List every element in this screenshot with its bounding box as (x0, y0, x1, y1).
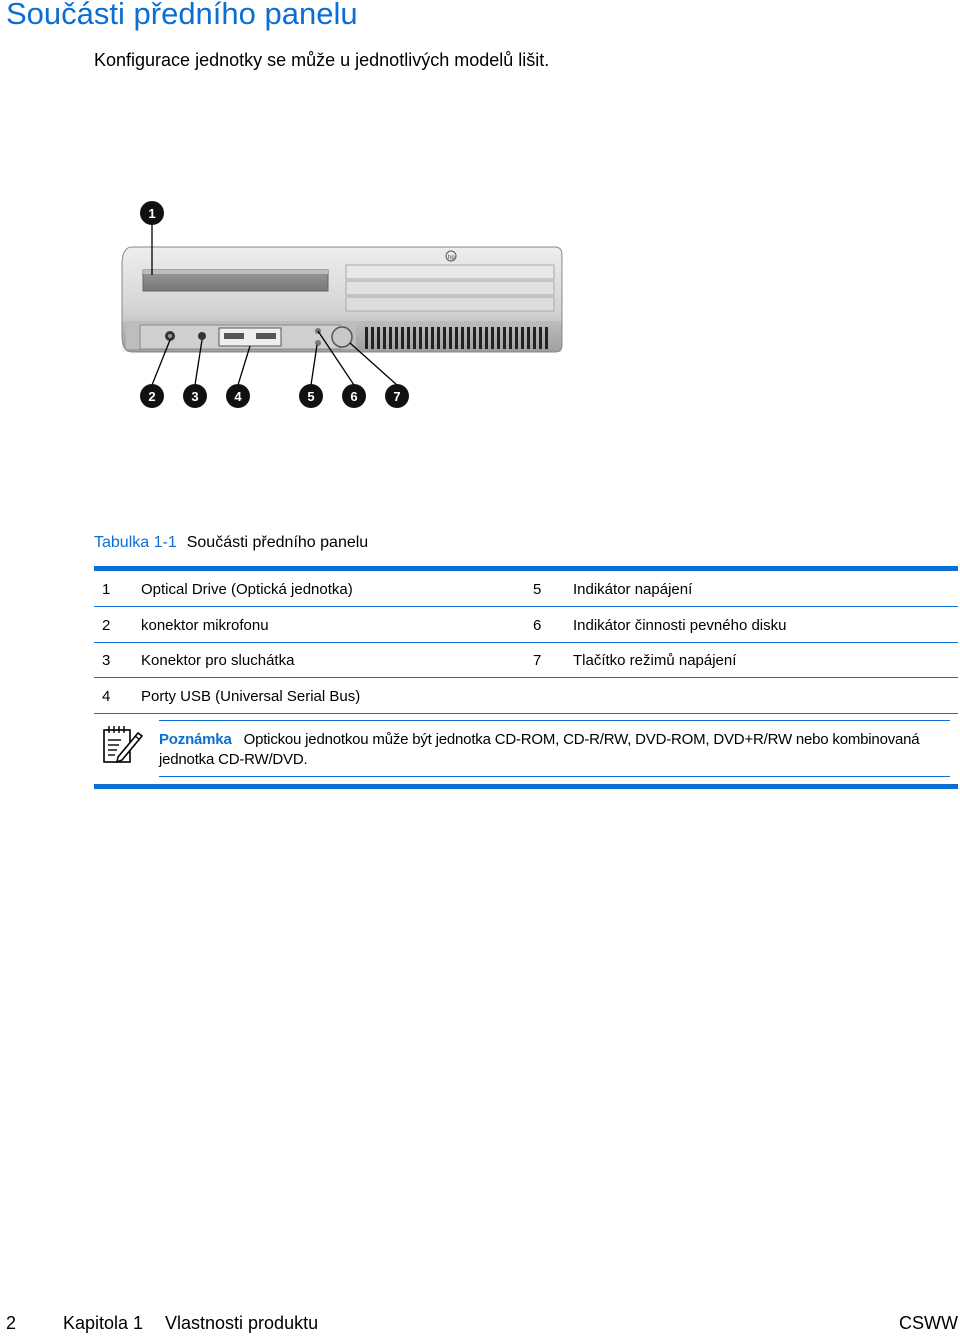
note-pad-pencil-icon (101, 724, 143, 771)
row-number: 5 (533, 581, 542, 598)
table-caption-label: Tabulka 1-1 (94, 534, 177, 551)
callout-5: 5 (307, 389, 315, 404)
note-bottom-rule (159, 776, 950, 777)
row-label: Porty USB (Universal Serial Bus) (141, 688, 361, 705)
footer-code: CSWW (899, 1313, 958, 1333)
page-title: Součásti předního panelu (6, 0, 358, 31)
row-label: Konektor pro sluchátka (141, 652, 295, 669)
row-number: 1 (102, 581, 111, 598)
note (159, 730, 959, 770)
table-caption-text: Součásti předního panelu (186, 534, 369, 551)
row-label: konektor mikrofonu (141, 617, 269, 634)
table-caption (94, 534, 368, 552)
table-row (94, 678, 958, 714)
row-label: Indikátor napájení (573, 581, 693, 598)
front-panel-illustration (110, 195, 580, 415)
table-row (94, 571, 958, 607)
note-text: Optickou jednotkou může být jednotka CD-ROM, CD-R/RW, DVD-ROM, DVD+R/RW nebo kombinovaná jednotka CD-RW/DVD. (159, 731, 920, 768)
row-number: 7 (533, 652, 542, 669)
callout-7: 7 (393, 389, 401, 404)
table-row (94, 642, 958, 678)
row-number: 6 (533, 617, 542, 634)
footer-chapter-title: Vlastnosti produktu (165, 1313, 319, 1333)
table-bottom-rule (94, 784, 958, 789)
footer-page-number: 2 (6, 1313, 17, 1333)
row-number: 2 (102, 617, 111, 634)
front-panel-figure (110, 195, 580, 420)
row-number: 3 (102, 652, 111, 669)
svg-text:hp: hp (448, 255, 455, 261)
callout-4: 4 (234, 389, 242, 404)
note-label: Poznámka (159, 731, 232, 748)
row-label: Tlačítko režimů napájení (573, 652, 737, 669)
row-label: Indikátor činnosti pevného disku (573, 617, 787, 634)
intro-text: Konfigurace jednotky se může u jednotlivých modelů lišit. (94, 50, 550, 70)
callout-2: 2 (148, 389, 156, 404)
row-label: Optical Drive (Optická jednotka) (141, 581, 353, 598)
footer-chapter: Kapitola 1 (63, 1313, 144, 1333)
callout-3: 3 (191, 389, 199, 404)
callout-1: 1 (148, 206, 156, 221)
callout-6: 6 (350, 389, 358, 404)
row-number: 4 (102, 688, 111, 705)
note-top-rule (159, 720, 950, 721)
table-row (94, 607, 958, 643)
